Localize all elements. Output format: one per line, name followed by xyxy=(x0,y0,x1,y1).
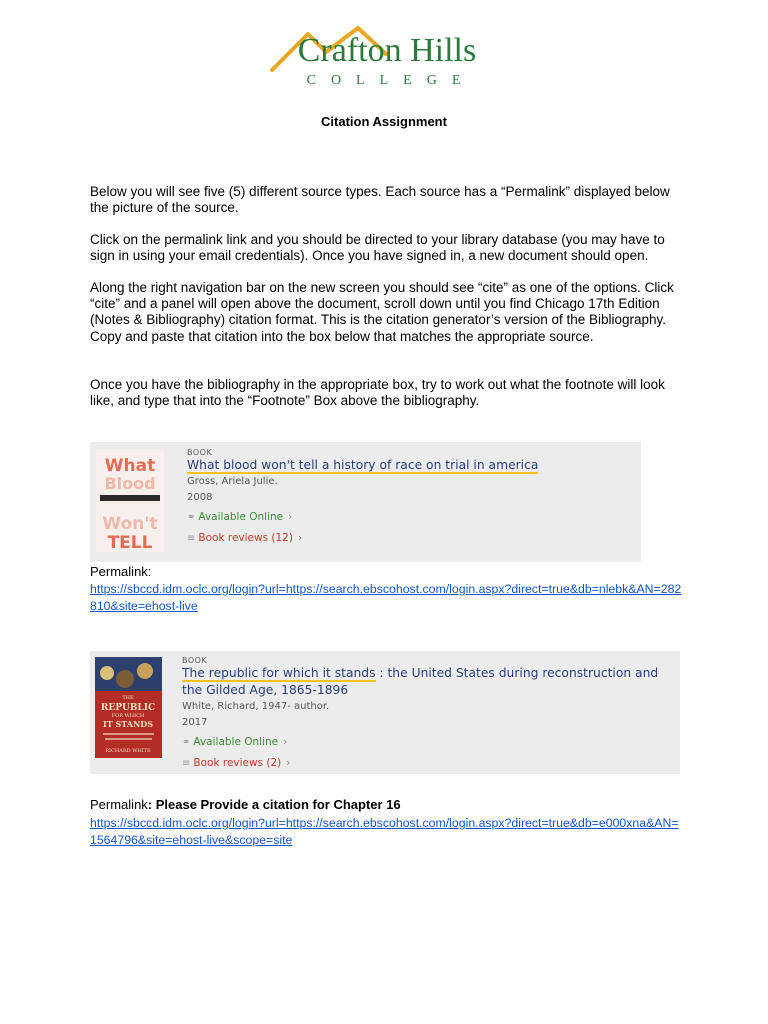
source-1-title-link[interactable] xyxy=(187,457,627,474)
cover-2-line-5: RICHARD WHITE xyxy=(105,748,151,754)
link-icon: ⚭ xyxy=(187,512,196,523)
instructions-paragraph-4: Once you have the bibliography in the appropriate box, try to work out what the footnote will look like, and type that into the “Footnote” Box above the bibliography. xyxy=(90,377,665,409)
source-2-type: BOOK xyxy=(182,656,208,665)
source-card-2 xyxy=(90,651,680,774)
source-2-meta xyxy=(182,656,662,775)
permalink-label-2 xyxy=(90,797,401,812)
cover-2-line-1: THE xyxy=(122,695,134,701)
link-icon: ⚭ xyxy=(182,737,191,748)
permalink-url-2[interactable]: https://sbccd.idm.oclc.org/login?url=https://search.ebscohost.com/login.aspx?direct=true&db=e000xna&AN=1564796&site=ehost-live&scope=site xyxy=(90,816,679,847)
source-1-year: 2008 xyxy=(187,492,213,503)
instructions-paragraph-3: Along the right navigation bar on the new screen you should see “cite” as one of the options. Click “cite” and a panel will open above the document, scroll down until you find Chicago 17th Edition (Notes & Bibliography) citation format. This is the citation generator’s version of the Bibliography. Copy and paste that citation into the box below that matches the appropriate source. xyxy=(90,280,674,344)
source-2-year: 2017 xyxy=(182,717,208,728)
book-cover-2 xyxy=(95,657,162,758)
document-title: Citation Assignment xyxy=(321,114,447,129)
permalink-1-label: Permalink: xyxy=(90,564,152,579)
book-cover-1 xyxy=(96,449,164,552)
source-1-book-reviews[interactable] xyxy=(187,527,627,550)
permalink-2-label: Permalink xyxy=(90,797,148,812)
source-2-book-reviews[interactable] xyxy=(182,752,662,775)
source-1-type: BOOK xyxy=(187,448,213,457)
college-logo xyxy=(268,24,500,94)
chevron-right-icon: › xyxy=(288,511,293,523)
book-cover-art-2 xyxy=(95,657,162,758)
instructions-paragraph-1: Below you will see five (5) different source types. Each source has a “Permalink” displayed below the picture of the source. xyxy=(90,184,670,216)
source-2-available-online[interactable] xyxy=(182,731,662,754)
source-2-subtitle[interactable]: : the United States during reconstruction and the Gilded Age, 1865-1896 xyxy=(182,666,659,697)
cover-2-line-3: FOR WHICH xyxy=(111,713,145,719)
chevron-right-icon: › xyxy=(283,736,288,748)
source-1-available-label[interactable]: Available Online xyxy=(198,511,284,523)
cover-1-line-4: TELL xyxy=(107,533,153,552)
source-1-meta xyxy=(187,448,627,550)
source-1-title[interactable]: What blood won't tell a history of race on trial in america xyxy=(187,458,539,472)
cover-2-line-2: REPUBLIC xyxy=(100,703,156,713)
source-2-reviews-label[interactable]: Book reviews (2) xyxy=(193,757,282,769)
source-2-title[interactable]: The republic for which it stands xyxy=(182,666,376,680)
source-2-title-link[interactable] xyxy=(182,665,662,699)
source-1-author: Gross, Ariela Julie. xyxy=(187,476,278,487)
logo-college: COLLEGE xyxy=(306,73,476,88)
book-cover-art-1 xyxy=(96,449,164,552)
cover-1-line-3: Won't xyxy=(102,514,158,534)
permalink-url-1[interactable]: https://sbccd.idm.oclc.org/login?url=https://search.ebscohost.com/login.aspx?direct=true&db=nlebk&AN=282810&site=ehost-live xyxy=(90,582,682,613)
chevron-right-icon: › xyxy=(286,757,291,769)
chevron-right-icon: › xyxy=(297,532,303,544)
source-2-available-label[interactable]: Available Online xyxy=(193,736,279,748)
permalink-2-note: : Please Provide a citation for Chapter 16 xyxy=(147,797,401,812)
instructions-paragraph-2: Click on the permalink link and you should be directed to your library database (you may have to sign in using your email credentials). Once you have signed in, a new document should open. xyxy=(90,232,665,264)
cover-2-line-4: IT STANDS xyxy=(102,719,154,729)
source-1-reviews-label[interactable]: Book reviews (12) xyxy=(198,532,293,544)
cover-1-line-2: Blood xyxy=(104,474,156,493)
source-card-1 xyxy=(90,442,641,562)
source-2-author: White, Richard, 1947- author. xyxy=(182,701,330,712)
logo-name: Crafton Hills xyxy=(297,32,477,69)
permalink-label-1 xyxy=(90,564,151,579)
source-1-available-online[interactable] xyxy=(187,506,627,529)
list-icon: ≡ xyxy=(187,533,196,544)
cover-1-line-1: What xyxy=(104,456,156,476)
list-icon: ≡ xyxy=(182,758,191,769)
